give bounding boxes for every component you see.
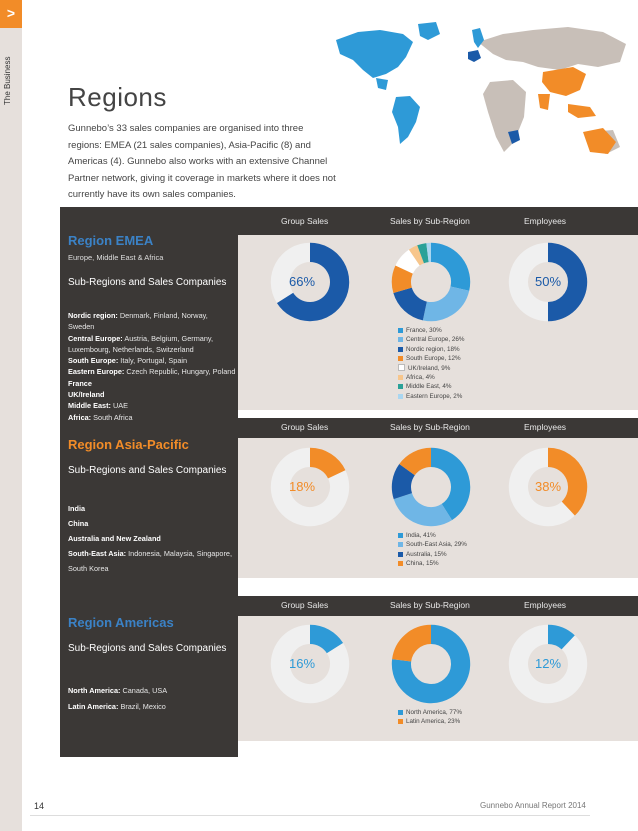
legend-swatch (398, 375, 403, 380)
subregion-countries: Indonesia, Malaysia, Singapore, South Korea (68, 549, 232, 573)
subregion-entry (68, 699, 236, 715)
subregion-entry (68, 333, 236, 356)
group-sales-percent: 18% (288, 479, 316, 494)
subregion-slice (421, 253, 428, 255)
subregion-label: South-East Asia: (68, 549, 127, 558)
page-number: 14 (34, 801, 45, 811)
legend-swatch (398, 394, 403, 399)
legend-label: Australia, 15% (406, 550, 447, 558)
region-title-emea: Region EMEA (68, 233, 154, 248)
subregion-label: North America: (68, 686, 121, 695)
subregions-heading-emea: Sub-Regions and Sales Companies (68, 277, 227, 288)
legend-label: South Europe, 12% (406, 355, 461, 363)
legend-swatch (398, 364, 405, 371)
legend-label: UK/Ireland, 9% (408, 364, 451, 372)
legend-swatch (398, 356, 403, 361)
subregion-slice (403, 290, 425, 311)
page-title: Regions (68, 82, 167, 112)
subregion-legend (398, 531, 467, 569)
legend-label: India, 41% (406, 532, 436, 539)
world-map (328, 12, 628, 182)
subregion-slice (401, 470, 407, 497)
region-title-americas: Region Americas (68, 615, 174, 630)
region-title-apac: Region Asia-Pacific (68, 437, 189, 452)
group-sales-percent: 66% (288, 274, 316, 289)
header-employees: Employees (524, 422, 567, 432)
employees-percent: 12% (534, 656, 562, 671)
legend-label: China, 15% (406, 560, 439, 568)
subregion-slice (431, 457, 461, 512)
legend-swatch (398, 328, 403, 333)
subregion-slice (425, 289, 460, 312)
legend-label: Latin America, 23% (406, 718, 461, 726)
subregion-donut (391, 624, 471, 704)
subregion-entry (68, 400, 236, 411)
legend-item (398, 335, 464, 344)
legend-item (398, 392, 464, 401)
legend-swatch (398, 337, 403, 342)
subregion-donut (391, 447, 471, 527)
subregion-entry (68, 546, 236, 576)
intro-text: Gunnebo’s 33 sales companies are organised into three regions: EMEA (21 sales companies), Asia-Pacific (8) and Americas (4). Gunnebo also works with an extensive Channel Partner network, giving it coverage in markets where it does not currently have its own sales companies. (68, 123, 336, 200)
subregion-countries: Czech Republic, Hungary, Poland (124, 367, 236, 377)
legend-label: France, 30% (406, 327, 442, 334)
subregion-label: Africa: (68, 412, 92, 422)
subregion-entry (68, 412, 236, 423)
group-sales-percent: 16% (288, 656, 316, 671)
subregion-entry (68, 501, 236, 516)
group-sales-slice (310, 457, 337, 474)
subregion-entry (68, 389, 236, 400)
group-sales-slice (310, 634, 335, 648)
legend-label: Central Europe, 26% (406, 336, 465, 344)
subregion-label: South Europe: (68, 356, 119, 366)
subregions-heading-americas: Sub-Regions and Sales Companies (68, 643, 227, 654)
legend-item (398, 540, 467, 549)
legend-item (398, 326, 464, 335)
header-sales-by-subregion: Sales by Sub-Region (390, 216, 470, 226)
americas-header-band (238, 596, 638, 616)
legend-item (398, 708, 462, 717)
apac-header-band (238, 418, 638, 438)
subregions-heading-apac: Sub-Regions and Sales Companies (68, 465, 227, 476)
legend-swatch (398, 561, 403, 566)
legend-label: Middle East, 4% (406, 383, 452, 391)
side-strip (0, 0, 22, 831)
legend-item (398, 345, 464, 354)
footer-divider (30, 815, 590, 816)
footer-text: Gunnebo Annual Report 2014 (480, 801, 586, 810)
header-group-sales: Group Sales (281, 422, 329, 432)
subregion-label: Latin America: (68, 702, 119, 711)
subregion-label: Central Europe: (68, 333, 123, 343)
legend-label: North America, 77% (406, 709, 462, 716)
subregion-slice (431, 252, 461, 288)
subregion-slice (407, 457, 431, 469)
region-subtitle-emea: Europe, Middle East & Africa (68, 253, 164, 262)
subregion-countries: Austria, Belgium, Germany, Luxembourg, Netherlands, Switzerland (68, 333, 214, 354)
subregion-legend (398, 708, 462, 727)
legend-swatch (398, 384, 403, 389)
header-employees: Employees (524, 216, 567, 226)
employees-percent: 38% (534, 479, 562, 494)
employees-percent: 50% (534, 274, 562, 289)
subregion-entry (68, 378, 236, 389)
header-group-sales: Group Sales (281, 216, 329, 226)
subregion-countries: South Africa (91, 412, 133, 422)
subregion-entry (68, 310, 236, 333)
side-tab[interactable] (0, 0, 22, 28)
subregion-donut (391, 242, 471, 322)
subregion-countries: Denmark, Finland, Norway, Sweden (68, 311, 208, 332)
subregion-entry (68, 683, 236, 699)
legend-label: Africa, 4% (406, 374, 435, 382)
subregion-slice (402, 634, 431, 660)
subregion-label: Nordic region: (68, 311, 118, 320)
chevron-right-icon: > (6, 5, 16, 21)
subregion-slice (401, 270, 404, 291)
legend-item (398, 373, 464, 382)
section-label: The Business (3, 56, 12, 105)
subregion-countries: Italy, Portugal, Spain (118, 356, 188, 366)
legend-label: South-East Asia, 29% (406, 541, 467, 549)
legend-item (398, 354, 464, 363)
subregion-label: UK/Ireland (68, 390, 105, 400)
legend-label: Eastern Europe, 2% (406, 392, 463, 400)
entries-apac (68, 501, 236, 576)
subregion-label: Eastern Europe: (68, 367, 125, 377)
legend-swatch (398, 533, 403, 538)
entries-americas (68, 683, 236, 715)
legend-swatch (398, 710, 403, 715)
subregion-slice (414, 254, 420, 257)
legend-item (398, 364, 464, 373)
legend-item (398, 382, 464, 391)
subregion-countries: UAE (110, 401, 129, 411)
legend-swatch (398, 542, 403, 547)
employees-slice (548, 634, 568, 642)
subregion-legend (398, 326, 464, 401)
legend-swatch (398, 719, 403, 724)
subregion-slice (403, 496, 447, 516)
subregion-countries: Canada, USA (120, 686, 168, 695)
legend-item (398, 531, 467, 540)
subregion-label: China (68, 519, 89, 528)
legend-label: Nordic region, 18% (406, 345, 460, 353)
entries-emea (68, 310, 236, 423)
subregion-label: India (68, 504, 86, 513)
header-employees: Employees (524, 600, 567, 610)
header-sales-by-subregion: Sales by Sub-Region (390, 600, 470, 610)
legend-item (398, 717, 462, 726)
subregion-entry (68, 366, 236, 377)
subregion-label: Australia and New Zealand (68, 534, 161, 543)
subregion-entry (68, 531, 236, 546)
legend-swatch (398, 552, 403, 557)
header-group-sales: Group Sales (281, 600, 329, 610)
subregion-label: Middle East: (68, 401, 111, 411)
subregion-countries: Brazil, Mexico (118, 702, 166, 711)
legend-item (398, 559, 467, 568)
legend-item (398, 550, 467, 559)
emea-header-band (238, 207, 638, 235)
subregion-entry (68, 516, 236, 531)
subregion-entry (68, 355, 236, 366)
subregion-slice (404, 258, 414, 270)
header-sales-by-subregion: Sales by Sub-Region (390, 422, 470, 432)
subregion-label: France (68, 378, 92, 388)
legend-swatch (398, 347, 403, 352)
